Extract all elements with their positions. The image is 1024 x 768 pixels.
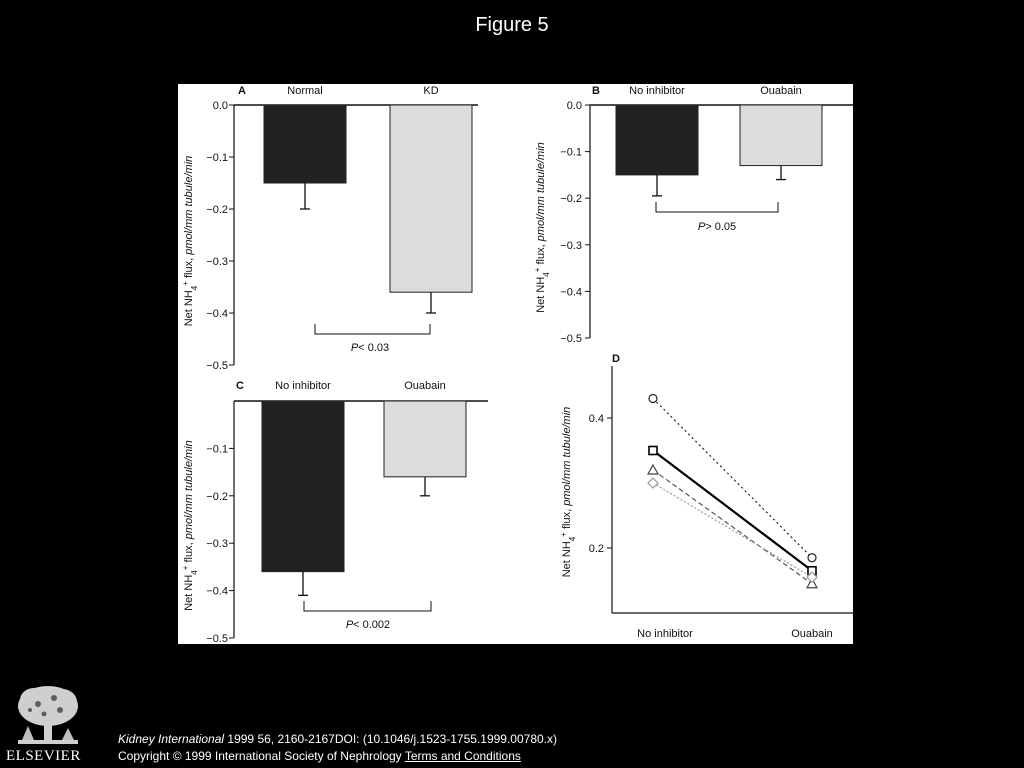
panel-a-p-value: P< 0.03: [350, 342, 390, 354]
panel-c-bar: [384, 401, 466, 477]
panel-b-bar: [616, 105, 698, 175]
panel-c-letter: C: [236, 380, 244, 392]
panel-a-category-label: KD: [423, 85, 439, 97]
panel-d-x-label: Ouabain: [791, 628, 833, 640]
panel-a-bar: [264, 105, 346, 183]
figure-svg: [178, 84, 853, 644]
panel-b-y-axis-label: Net $NH_4^+$ flux, pmol/mm tubule/min: [532, 142, 551, 313]
terms-link[interactable]: Terms and Conditions: [404, 749, 521, 763]
panel-c-category-label: Ouabain: [404, 380, 446, 392]
citation-details: 1999 56, 2160-2167DOI: (10.1046/j.1523-1755.1999.00780.x): [224, 732, 558, 746]
panel-d-x-label: No inhibitor: [637, 628, 693, 640]
panel-c-bracket: [304, 601, 431, 611]
panel-b-tick-label: 0.0: [566, 100, 582, 112]
panel-d-marker-circle: [649, 395, 657, 403]
panel-c-tick-label: −0.5: [206, 633, 228, 644]
panel-d-series-line-triangle: [653, 470, 812, 584]
panel-a-tick-label: −0.1: [206, 152, 228, 164]
copyright-line: [118, 748, 557, 765]
panel-a-tick-label: −0.4: [206, 308, 228, 320]
panel-d-tick-label: 0.4: [588, 413, 604, 425]
panel-b-letter: B: [592, 85, 600, 97]
panel-a-bar: [390, 105, 472, 292]
panel-c-category-label: No inhibitor: [275, 380, 331, 392]
elsevier-logo-text: ELSEVIER: [6, 748, 81, 764]
panel-d-marker-triangle: [648, 465, 658, 474]
journal-name: Kidney International: [118, 732, 225, 746]
figure-title: Figure 5: [475, 14, 549, 36]
citation-line: [118, 731, 557, 748]
panel-c-tick-label: −0.1: [206, 443, 228, 456]
panel-a-bracket: [315, 324, 430, 334]
panel-c-y-axis-label: Net $NH_4^+$ flux, pmol/mm tubule/min: [180, 440, 199, 611]
panel-a-category-label: Normal: [287, 85, 323, 97]
panel-b-tick-label: −0.5: [560, 333, 582, 345]
panel-a-tick-label: −0.3: [206, 256, 228, 268]
panel-b-bar: [740, 105, 822, 166]
panel-c-tick-label: −0.2: [206, 490, 228, 503]
panel-d-series-line-circle: [653, 399, 812, 558]
panel-d-series-line-diamond: [653, 483, 812, 577]
panel-b-tick-label: −0.4: [560, 286, 582, 299]
panel-a-y-axis-label: Net $NH_4^+$ flux, pmol/mm tubule/min: [180, 155, 199, 327]
figure-panel: [178, 84, 853, 644]
panel-d-letter: D: [612, 353, 620, 365]
panel-a-tick-label: −0.5: [206, 360, 228, 372]
panel-c-tick-label: −0.3: [206, 538, 228, 551]
panel-d-series-line-mean: [653, 451, 812, 571]
panel-b-tick-label: −0.3: [560, 239, 582, 252]
citation-block: [118, 731, 557, 765]
panel-d-marker-mean: [649, 447, 657, 455]
panel-d-marker-circle: [808, 554, 816, 562]
panel-b-category-label: Ouabain: [760, 85, 802, 97]
panel-b-tick-label: −0.1: [560, 146, 582, 159]
panel-a-letter: A: [238, 85, 246, 97]
panel-b-tick-label: −0.2: [560, 193, 582, 206]
panel-b-p-value: P> 0.05: [697, 221, 737, 233]
panel-d-tick-label: 0.2: [588, 543, 604, 555]
panel-c-bar: [262, 401, 344, 572]
panel-a-tick-label: −0.2: [206, 204, 228, 216]
panel-a-tick-label: 0.0: [212, 100, 228, 112]
panel-b-bracket: [656, 202, 778, 212]
panel-d-y-axis-label: Net $NH_4^+$ flux, pmol/mm tubule/min: [558, 406, 577, 578]
panel-d-marker-diamond: [648, 478, 658, 488]
panel-c-tick-label: −0.4: [206, 585, 228, 598]
panel-c-p-value: P< 0.002: [345, 619, 391, 631]
copyright-text: Copyright © 1999 International Society of Nephrology: [118, 749, 402, 763]
panel-b-category-label: No inhibitor: [629, 85, 685, 97]
